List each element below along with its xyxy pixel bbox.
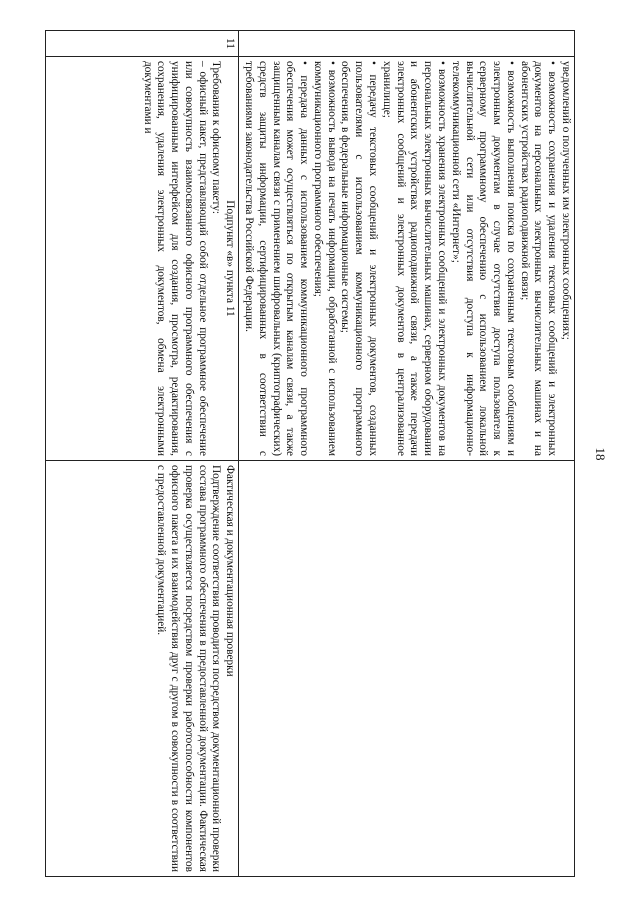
list-item: • передачу текстовых сообщений и электронных документов, созданных пользователями с использованием коммуникационного программного обеспечения, в федеральные информационные системы; <box>338 61 379 456</box>
verification-cell <box>46 461 239 877</box>
verification-text: Подтверждение соответствия проводится посредством документационной проверки состава программного обеспечения в предоставленной документации. Фактическая проверка осуществляется посредством проверки работоспособности компонентов офисного пакета и их взаимодействия друг с другом в совокупности в соответствии с предоставленной документацией. <box>155 465 223 872</box>
list-item: • возможность хранения электронных сообщений и электронных документов на персональных электронных вычислительных машинах, серверном оборудовании и абонентских устройствах радиоподвижной связи, а также передачи электронных сообщений и электронных документов в централизованное хранилище; <box>379 61 448 456</box>
row-number-cell <box>239 31 575 57</box>
verification-cell <box>239 461 575 877</box>
requirement-title: Требования к офисному пакету: <box>210 61 223 214</box>
list-item: уведомлений о полученных им электронных сообщениях; <box>560 61 572 340</box>
list-item: • возможность выполнения поиска по сохраненным текстовым сообщениям и электронным документам в случае отсутствия доступа пользователя к серверному программному обеспечению с использованием локальной вычислительной сети или отсутствия доступа к информационно-телекоммуникационной сети «Интернет»; <box>448 61 517 456</box>
requirements-table <box>45 30 575 877</box>
page-number: 18 <box>593 447 608 461</box>
row-number-cell: 11 <box>46 31 239 57</box>
list-item: • возможность вывода на печать информации, обработанной с использованием коммуникационного программного обеспечения; <box>310 61 338 456</box>
requirement-cell <box>46 57 239 461</box>
rotated-page-content <box>45 30 575 876</box>
list-item: • возможность сохранения и удаления текстовых сообщений и электронных документов на персональных электронных вычислительных машинах и на абонентских устройствах радиоподвижной связи; <box>517 61 558 456</box>
requirement-cell <box>239 57 575 461</box>
table-row-11 <box>46 31 239 877</box>
list-item: • передача данных с использованием коммуникационного программного обеспечения может осуществляться по открытым каналам связи, а также защищенным каналам связи с применением шифровальных (криптографических) средств защиты информации, сертифицированных в соответствии с требованиями законодательства Российской Федерации. <box>241 61 310 456</box>
verification-title: Фактическая и документационная проверки <box>224 465 237 677</box>
subheading: Подпункт «в» пункта 11 <box>224 200 237 317</box>
table-row-continuation <box>239 31 575 877</box>
requirement-text: – офисный пакет, представляющий собой отдельное программное обеспечение или совокупность взаимосвязанного офисного программного обеспечения с унифицированным интерфейсом для создания, просмотра, редактирования, сохранения, удаления электронных документов, обмена электронными документами и <box>141 61 209 456</box>
